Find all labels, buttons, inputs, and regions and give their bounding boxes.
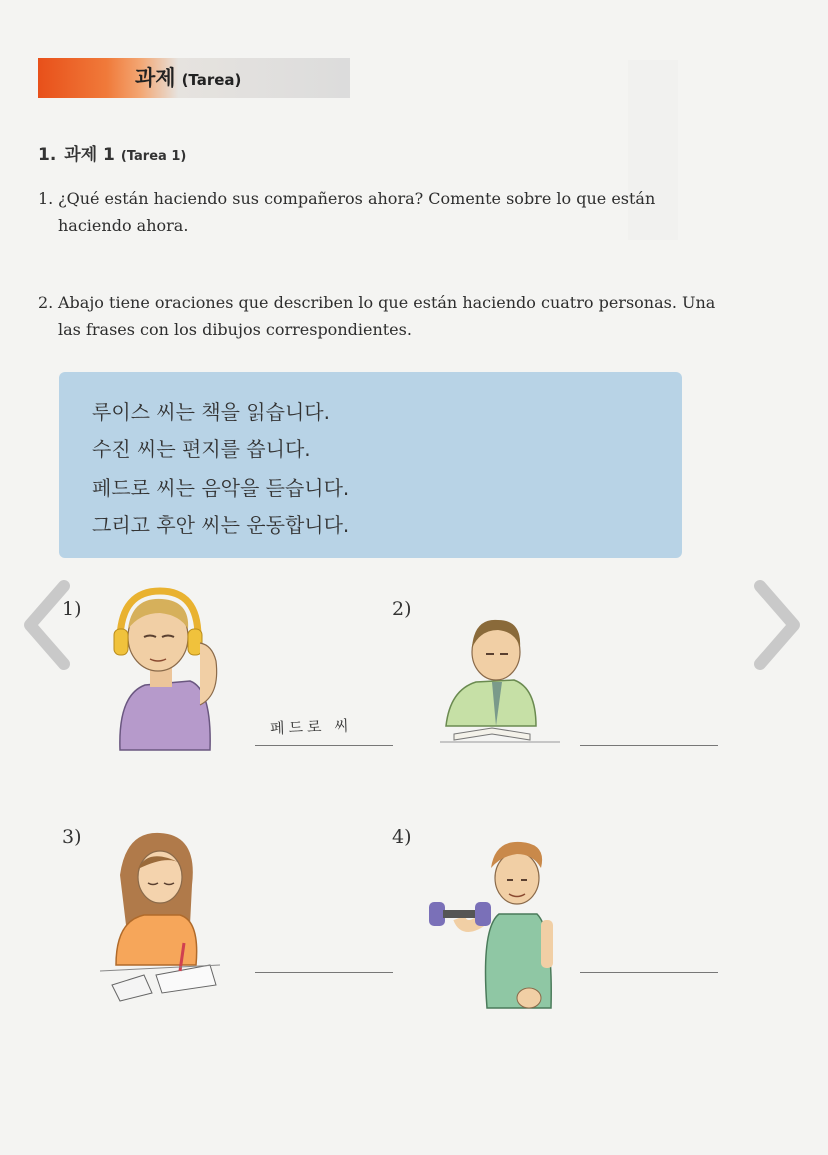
chevron-right-icon[interactable]: [752, 580, 804, 670]
section-title-korean: 과제 1: [64, 145, 115, 165]
section-number: 1.: [38, 145, 57, 165]
item-label-2: 2): [392, 598, 412, 620]
question-number: 2.: [38, 293, 54, 312]
writing-woman-illustration: [100, 825, 220, 1005]
sentence-2: 수진 씨는 편지를 씁니다.: [92, 437, 311, 461]
question-1: [38, 185, 718, 239]
item-label-4: 4): [392, 826, 412, 848]
answer-line-3[interactable]: [255, 972, 393, 973]
page-title-korean: 과제: [135, 66, 176, 90]
page-title: [135, 62, 241, 94]
question-2: [38, 289, 718, 343]
sentence-1: 루이스 씨는 책을 읽습니다.: [92, 400, 330, 424]
exercising-man-illustration: [425, 838, 570, 1013]
question-text: ¿Qué están haciendo sus compañeros ahora? Comente sobre lo que están haciendo ahora.: [58, 189, 656, 235]
item-label-3: 3): [62, 826, 82, 848]
page-title-spanish: (Tarea): [181, 71, 242, 89]
answer-line-1[interactable]: [255, 745, 393, 746]
sentence-3: 페드로 씨는 음악을 듣습니다.: [92, 476, 350, 500]
answer-line-4[interactable]: [580, 972, 718, 973]
item-label-1: 1): [62, 598, 82, 620]
answer-line-2[interactable]: [580, 745, 718, 746]
section-title: [38, 140, 186, 165]
reading-man-illustration: [440, 608, 560, 748]
handwritten-answer-1: 페드로 씨: [269, 716, 354, 738]
question-number: 1.: [38, 189, 54, 208]
section-title-spanish: (Tarea 1): [120, 149, 187, 164]
headphones-man-illustration: [100, 585, 230, 755]
sentence-4: 그리고 후안 씨는 운동합니다.: [92, 513, 350, 537]
question-text: Abajo tiene oraciones que describen lo que están haciendo cuatro personas. Una las frases con los dibujos correspondientes.: [58, 293, 716, 339]
chevron-left-icon[interactable]: [20, 580, 72, 670]
